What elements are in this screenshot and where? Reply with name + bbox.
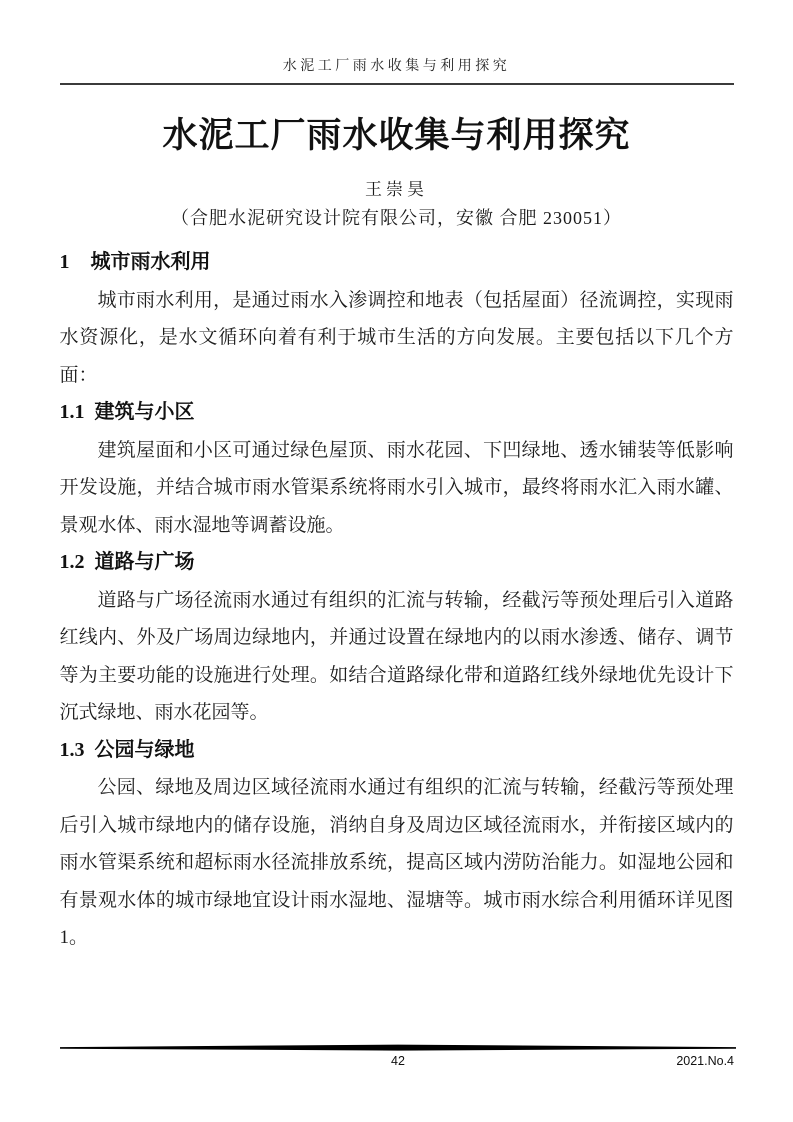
running-title: 水泥工厂雨水收集与利用探究 bbox=[282, 59, 511, 74]
section-number: 1 bbox=[59, 251, 70, 273]
paragraph: 道路与广场径流雨水通过有组织的汇流与转输，经截污等预处理后引入道路红线内、外及广场周边绿地内，并通过设置在绿地内的以雨水渗透、储存、调节等为主要功能的设施进行处理。如结合道路绿化带和道路红线外绿地优先设计下沉式绿地、雨水花园等。 bbox=[59, 589, 734, 723]
paragraph: 公园、绿地及周边区域径流雨水通过有组织的汇流与转输，经截污等预处理后引入城市绿地内的储存设施，消纳自身及周边区域径流雨水，并衔接区域内的雨水管渠系统和超标雨水径流排放系统，提高区域内涝防治能力。如湿地公园和有景观水体的城市绿地宜设计雨水湿地、湿塘等。城市雨水综合利用循环详见图1。 bbox=[59, 777, 734, 948]
section-heading-label: 公园与绿地 bbox=[94, 738, 195, 761]
section-heading-1-2 bbox=[60, 544, 734, 582]
section-number: 1.3 bbox=[59, 738, 85, 761]
article-title: 水泥工厂雨水收集与利用探究 bbox=[162, 116, 631, 155]
section-number: 1.1 bbox=[59, 401, 85, 423]
section-heading-label: 道路与广场 bbox=[94, 551, 195, 573]
paragraph: 建筑屋面和小区可通过绿色屋顶、雨水花园、下凹绿地、透水铺装等低影响开发设施，并结合城市雨水管渠系统将雨水引入城市，最终将雨水汇入雨水罐、景观水体、雨水湿地等调蓄设施。 bbox=[59, 439, 734, 536]
page-header bbox=[60, 0, 734, 85]
section-heading-1 bbox=[60, 244, 734, 282]
section-heading-1-1 bbox=[60, 394, 734, 432]
page-number: 42 bbox=[391, 1054, 405, 1068]
section-heading-label: 建筑与小区 bbox=[94, 401, 195, 423]
author-name: 王崇昊 bbox=[365, 180, 428, 199]
paragraph: 城市雨水利用，是通过雨水入渗调控和地表（包括屋面）径流调控，实现雨水资源化，是水文循环向着有利于城市生活的方向发展。主要包括以下几个方面： bbox=[59, 289, 734, 386]
author-affiliation: （合肥水泥研究设计院有限公司，安徽 合肥 230051） bbox=[171, 208, 622, 228]
issue-label: 2021.No.4 bbox=[676, 1054, 734, 1068]
article-body bbox=[60, 244, 734, 957]
section-number: 1.2 bbox=[59, 551, 85, 573]
section-heading-1-3 bbox=[60, 732, 734, 770]
header-rule bbox=[60, 83, 734, 85]
page-footer bbox=[60, 1044, 736, 1072]
footer-rule bbox=[60, 1044, 736, 1052]
section-heading-label: 城市雨水利用 bbox=[90, 251, 211, 273]
